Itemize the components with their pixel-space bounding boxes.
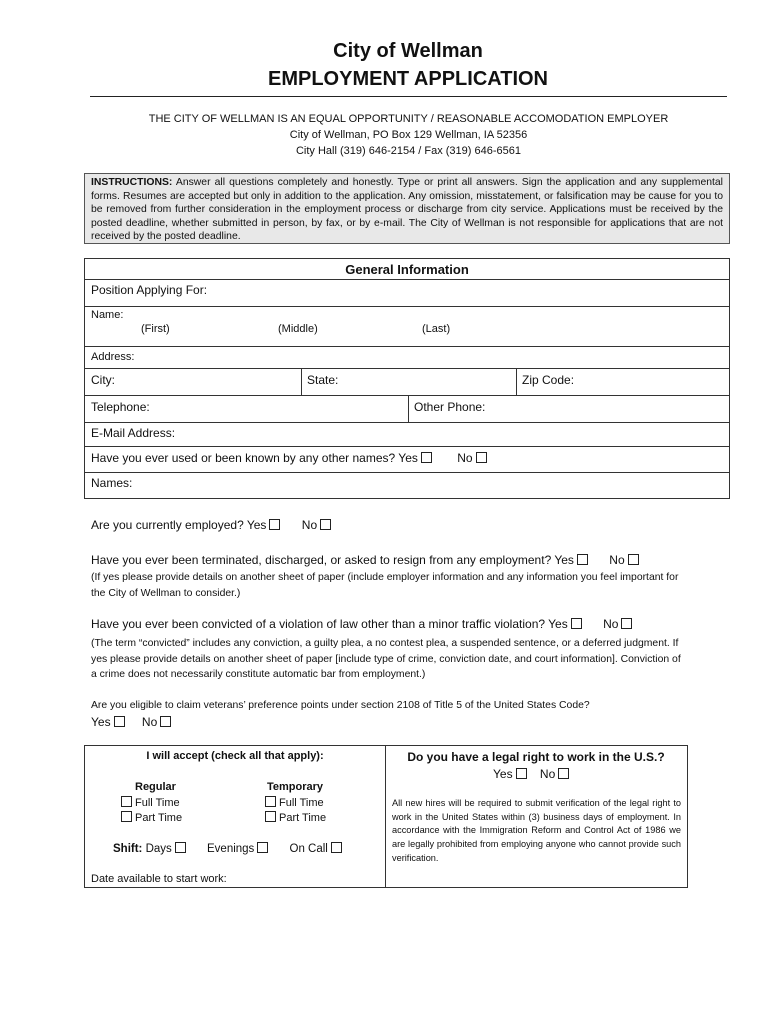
- temporary-full-time-label: Full Time: [279, 797, 324, 809]
- divider: [385, 746, 386, 887]
- city-title: City of Wellman: [333, 40, 483, 62]
- state-label: State:: [307, 373, 339, 387]
- convicted-yes-checkbox[interactable]: [571, 618, 582, 629]
- legal-yes-checkbox[interactable]: [516, 768, 527, 779]
- shift-on-call-checkbox[interactable]: [331, 842, 342, 853]
- address-label: Address:: [91, 351, 135, 363]
- veterans-question: Are you eligible to claim veterans’ preference points under section 2108 of Title 5 of the United States Code?: [91, 700, 590, 711]
- phone-row: [85, 396, 729, 423]
- regular-full-time-option: [121, 796, 180, 809]
- shift-row: [113, 842, 342, 855]
- city-field[interactable]: [85, 369, 301, 395]
- temporary-full-time-option: [265, 796, 324, 809]
- middle-name-label: (Middle): [278, 323, 318, 335]
- other-names-yes-checkbox[interactable]: [421, 452, 432, 463]
- veterans-yes-checkbox[interactable]: [114, 716, 125, 727]
- regular-full-time-checkbox[interactable]: [121, 796, 132, 807]
- names-field[interactable]: [85, 473, 729, 498]
- shift-days-checkbox[interactable]: [175, 842, 186, 853]
- eoe-statement: THE CITY OF WELLMAN IS AN EQUAL OPPORTUNITY / REASONABLE ACCOMODATION EMPLOYER: [148, 113, 669, 125]
- regular-full-time-label: Full Time: [135, 797, 180, 809]
- terminated-no-label: No: [609, 553, 625, 567]
- general-info-table: [84, 258, 730, 499]
- page-title: EMPLOYMENT APPLICATION: [268, 68, 548, 90]
- employed-no-checkbox[interactable]: [320, 519, 331, 530]
- city-address: City of Wellman, PO Box 129 Wellman, IA 52356: [289, 129, 528, 141]
- convicted-no-checkbox[interactable]: [621, 618, 632, 629]
- regular-part-time-option: [121, 811, 182, 824]
- city-state-zip-row: [85, 369, 729, 396]
- convicted-question-row: [91, 617, 632, 631]
- terminated-yes-checkbox[interactable]: [577, 554, 588, 565]
- position-field[interactable]: [85, 280, 729, 307]
- instructions-label: INSTRUCTIONS:: [91, 177, 173, 188]
- city-phone: City Hall (319) 646-2154 / Fax (319) 646-6561: [295, 145, 521, 157]
- other-names-no-checkbox[interactable]: [476, 452, 487, 463]
- convicted-no-label: No: [603, 617, 619, 631]
- header-divider: [90, 96, 727, 97]
- names-label: Names:: [91, 476, 133, 490]
- convicted-note: (The term “convicted” includes any conviction, a guilty plea, a no contest plea, a suspended sentence, or a deferred judgment. If yes please provide details on another sheet of paper [include type of crime, conviction date, and court information]. Conviction of a crime does not necessarily constitute automatic bar from employment.): [91, 638, 681, 680]
- legal-right-answer-row: [493, 767, 569, 781]
- convicted-question: Have you ever been convicted of a violation of law other than a minor traffic violation? Yes: [91, 617, 568, 631]
- shift-days-label: Days: [145, 843, 172, 855]
- veterans-answer-row: [91, 715, 171, 729]
- general-info-heading: General Information: [85, 259, 729, 280]
- employed-question: Are you currently employed? Yes: [91, 518, 267, 532]
- temporary-part-time-option: [265, 811, 326, 824]
- terminated-question-row: [91, 553, 639, 567]
- other-names-row: [85, 447, 729, 473]
- veterans-yes-label: Yes: [91, 715, 111, 729]
- veterans-no-checkbox[interactable]: [160, 716, 171, 727]
- other-names-question: Have you ever used or been known by any other names? Yes: [91, 451, 418, 465]
- name-label: Name:: [91, 309, 124, 321]
- other-names-no-label: No: [457, 451, 473, 465]
- legal-no-label: No: [539, 767, 556, 781]
- instructions-text: Answer all questions completely and honestly. Type or print all answers. Sign the application and any supplemental forms. Resumes are accepted but only in addition to the application. Any omission, misstatement, or falsification may be cause for you to be removed from further consideration in the employment process or discharge from city service. Applications must be received by the posted deadline, whether submitted in person, by fax, or by e-mail. The City of Wellman is not responsible for applications that are not received by the posted deadline.: [91, 177, 723, 242]
- legal-right-heading: Do you have a legal right to work in the U.S.?: [407, 750, 665, 764]
- state-field[interactable]: [301, 369, 516, 395]
- telephone-field[interactable]: [85, 396, 408, 422]
- employed-no-label: No: [301, 518, 318, 532]
- date-available-label: Date available to start work:: [91, 873, 227, 885]
- availability-box: [84, 745, 688, 888]
- legal-yes-label: Yes: [493, 767, 513, 781]
- shift-evenings-label: Evenings: [207, 843, 255, 855]
- zip-label: Zip Code:: [522, 373, 575, 387]
- terminated-no-checkbox[interactable]: [628, 554, 639, 565]
- shift-on-call-label: On Call: [289, 843, 328, 855]
- city-label: City:: [91, 373, 115, 387]
- shift-evenings-checkbox[interactable]: [257, 842, 268, 853]
- other-names-question-wrap: [85, 447, 493, 472]
- position-label: Position Applying For:: [91, 283, 208, 297]
- shift-label: Shift:: [113, 843, 143, 855]
- regular-part-time-checkbox[interactable]: [121, 811, 132, 822]
- legal-no-checkbox[interactable]: [558, 768, 569, 779]
- terminated-question: Have you ever been terminated, discharged, or asked to resign from any employment? Yes: [91, 553, 574, 567]
- address-field[interactable]: [85, 347, 729, 369]
- zip-field[interactable]: [516, 369, 730, 395]
- regular-part-time-label: Part Time: [135, 812, 183, 824]
- date-available-field[interactable]: [91, 873, 227, 885]
- regular-heading: Regular: [135, 781, 176, 793]
- veterans-no-label: No: [141, 715, 158, 729]
- email-label: E-Mail Address:: [91, 426, 176, 440]
- temporary-part-time-label: Part Time: [279, 812, 327, 824]
- email-field[interactable]: [85, 423, 729, 447]
- last-name-label: (Last): [422, 323, 451, 335]
- temporary-heading: Temporary: [267, 781, 324, 793]
- instructions-box: [84, 173, 730, 244]
- temporary-part-time-checkbox[interactable]: [265, 811, 276, 822]
- telephone-label: Telephone:: [91, 400, 150, 414]
- other-phone-label: Other Phone:: [414, 400, 486, 414]
- accept-heading: I will accept (check all that apply):: [146, 750, 324, 762]
- temporary-full-time-checkbox[interactable]: [265, 796, 276, 807]
- legal-right-text: All new hires will be required to submit verification of the legal right to work in the United States within (3) business days of employment. In accordance with the Immigration Reform and Control Act of 1986 we are legally prohibited from employing anyone who cannot provide such verification.: [392, 798, 681, 863]
- name-field[interactable]: [85, 307, 729, 347]
- first-name-label: (First): [141, 323, 170, 335]
- employed-yes-checkbox[interactable]: [269, 519, 280, 530]
- employed-question-row: [91, 518, 331, 532]
- terminated-note: (If yes please provide details on another sheet of paper (include employer information and any information you feel important for the City of Wellman to consider.): [91, 572, 679, 599]
- other-phone-field[interactable]: [408, 396, 730, 422]
